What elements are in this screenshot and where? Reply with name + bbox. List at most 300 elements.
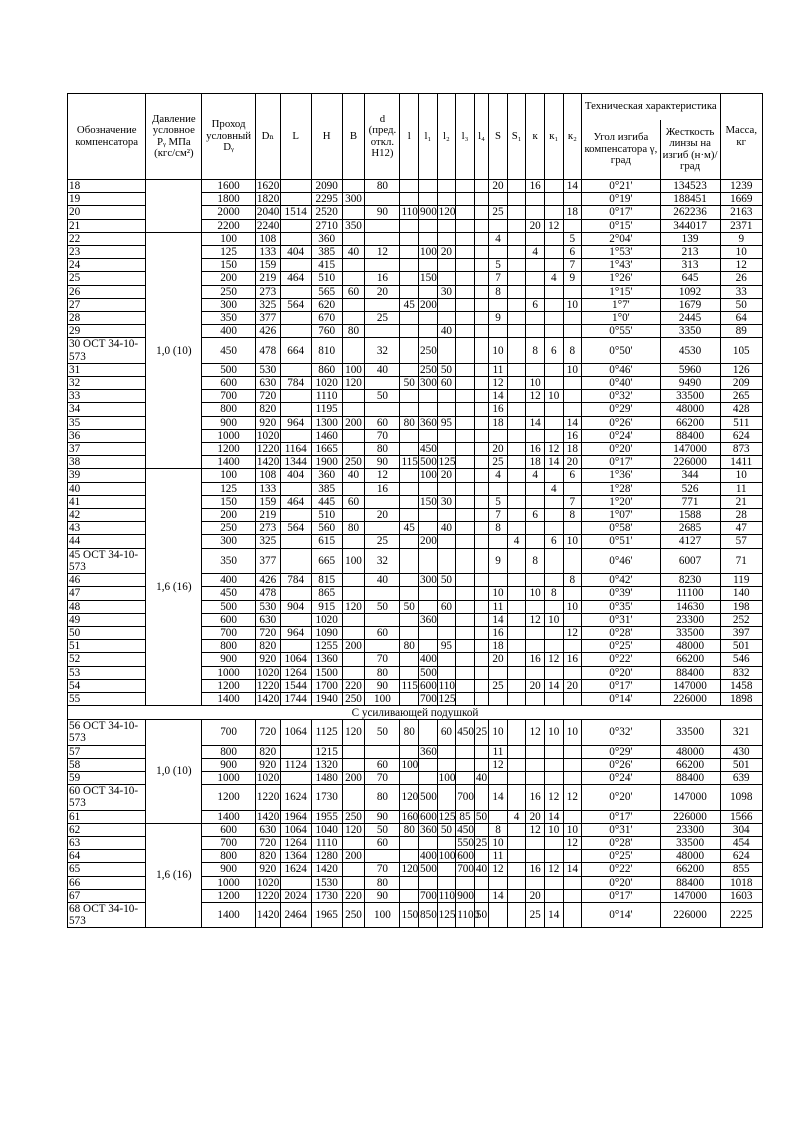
cell-dy: 600	[202, 613, 256, 626]
cell-l2: 40	[437, 325, 456, 338]
cell-l1: 500	[420, 863, 437, 876]
cell-l4	[474, 456, 488, 469]
cell-l3	[456, 193, 475, 206]
cell-l1: 500	[420, 456, 437, 469]
cell-S1	[507, 298, 526, 311]
cell-l	[400, 495, 419, 508]
cell-designation: 61	[68, 810, 146, 823]
cell-d: 70	[365, 771, 400, 784]
cell-k1	[544, 626, 563, 639]
cell-k	[526, 312, 545, 325]
cell-stiffness: 139	[660, 232, 720, 245]
cell-H: 1040	[311, 823, 342, 836]
cell-S: 14	[489, 613, 508, 626]
cell-k1: 4	[544, 482, 563, 495]
cell-S1	[507, 509, 526, 522]
cell-dn: 1020	[256, 876, 280, 889]
cell-L: 1624	[280, 863, 311, 876]
cell-H: 1110	[311, 836, 342, 849]
cell-dy: 250	[202, 285, 256, 298]
cell-l3	[456, 338, 475, 363]
cell-l3	[456, 416, 475, 429]
cell-H: 1020	[311, 613, 342, 626]
cell-dn: 920	[255, 758, 280, 771]
cell-d: 40	[365, 363, 400, 376]
cell-l4	[474, 325, 488, 338]
cell-l2	[437, 509, 456, 522]
cell-k	[526, 482, 545, 495]
cell-mass: 430	[720, 745, 763, 758]
cell-angle: 0°17'	[582, 889, 660, 902]
cell-k2	[563, 193, 582, 206]
cell-d: 60	[365, 836, 400, 849]
cell-l	[400, 429, 419, 442]
cell-d	[365, 613, 400, 626]
cell-angle: 0°31'	[582, 823, 660, 836]
cell-l4	[474, 613, 488, 626]
cell-d: 12	[365, 246, 400, 259]
cell-l2: 20	[437, 246, 456, 259]
cell-H: 360	[311, 469, 342, 482]
cell-L: 1064	[280, 720, 311, 745]
cell-angle: 1°53'	[582, 246, 660, 259]
cell-dn: 325	[255, 298, 280, 311]
cell-d: 40	[365, 574, 400, 587]
cell-d: 50	[365, 600, 400, 613]
cell-L	[280, 390, 311, 403]
cell-k2	[563, 285, 582, 298]
cell-k2	[563, 810, 582, 823]
cell-l3	[456, 469, 475, 482]
cell-B	[342, 653, 365, 666]
cell-dy: 900	[202, 758, 256, 771]
cell-stiffness: 88400	[660, 429, 720, 442]
cell-l4	[474, 653, 488, 666]
cell-dy: 300	[202, 298, 256, 311]
cell-S1	[507, 720, 526, 745]
cell-l2	[437, 403, 456, 416]
cell-k2: 18	[563, 443, 582, 456]
cell-mass: 2225	[720, 902, 763, 927]
cell-d: 90	[365, 810, 400, 823]
cell-k1	[544, 836, 563, 849]
header-S1: S₁	[507, 94, 526, 180]
cell-dn: 325	[255, 535, 280, 548]
cell-l3	[456, 692, 475, 705]
cell-l2: 50	[437, 823, 456, 836]
cell-k1: 4	[544, 272, 563, 285]
cell-d	[365, 232, 400, 245]
cell-k2	[563, 390, 582, 403]
cell-mass: 1603	[720, 889, 763, 902]
cell-k2	[563, 403, 582, 416]
cell-l1	[419, 285, 438, 298]
cell-S1	[507, 416, 526, 429]
cell-L: 784	[280, 574, 311, 587]
cell-l4: 50	[475, 810, 488, 823]
cell-l1: 700	[420, 692, 437, 705]
cell-dy: 150	[202, 495, 256, 508]
cell-B	[342, 785, 365, 810]
cell-d	[365, 495, 400, 508]
cell-k1: 8	[544, 587, 563, 600]
cell-k	[526, 522, 545, 535]
header-l1: l₁	[419, 94, 438, 180]
cell-dn: 720	[255, 626, 280, 639]
cell-designation: 45 ОСТ 34-10-573	[68, 548, 146, 573]
cell-H: 2090	[311, 180, 342, 193]
cell-angle: 0°24'	[582, 771, 660, 784]
cell-S1	[507, 443, 526, 456]
cell-H: 1280	[311, 850, 342, 863]
cell-l: 80	[400, 416, 419, 429]
cell-l	[400, 613, 419, 626]
cell-angle: 0°20'	[582, 666, 660, 679]
cell-stiffness: 66200	[660, 863, 720, 876]
cell-mass: 454	[720, 836, 763, 849]
cell-stiffness: 66200	[660, 416, 720, 429]
cell-stiffness: 33500	[660, 626, 720, 639]
cell-l	[400, 363, 419, 376]
cell-angle: 0°17'	[582, 206, 660, 219]
cell-l	[400, 850, 419, 863]
cell-d: 60	[365, 758, 400, 771]
cell-k2: 14	[563, 180, 582, 193]
cell-designation: 32	[68, 377, 146, 390]
cell-stiffness: 526	[660, 482, 720, 495]
cell-dn: 159	[255, 259, 280, 272]
cell-k1: 14	[544, 810, 563, 823]
cell-H: 415	[311, 259, 342, 272]
cell-H: 1110	[311, 390, 342, 403]
cell-dn: 159	[255, 495, 280, 508]
cell-l4	[474, 338, 488, 363]
cell-angle: 0°46'	[582, 548, 660, 573]
cell-l4	[474, 298, 488, 311]
cell-dn: 1420	[256, 810, 280, 823]
header-k2: к₂	[563, 94, 582, 180]
cell-designation: 60 ОСТ 34-10-573	[68, 785, 146, 810]
cell-designation: 31	[68, 363, 146, 376]
cell-k	[526, 745, 545, 758]
cell-l2	[437, 613, 456, 626]
cell-dy: 1800	[202, 193, 256, 206]
cell-l3	[456, 363, 475, 376]
cell-designation: 66	[68, 876, 146, 889]
cell-l1	[419, 509, 438, 522]
cell-l1: 100	[420, 246, 437, 259]
cell-B	[342, 206, 365, 219]
cell-S1	[507, 219, 526, 232]
cell-l: 160	[401, 810, 419, 823]
cell-k1: 10	[544, 720, 563, 745]
cell-l1: 400	[420, 653, 437, 666]
cell-angle: 0°14'	[582, 902, 660, 927]
cell-k	[526, 429, 545, 442]
cell-d	[365, 403, 400, 416]
cell-B: 350	[342, 219, 365, 232]
cell-mass: 89	[720, 325, 763, 338]
cell-l1: 360	[420, 745, 437, 758]
cell-dy: 450	[202, 338, 256, 363]
cell-k1	[544, 377, 563, 390]
cell-k2	[563, 325, 582, 338]
cell-dy: 800	[202, 403, 256, 416]
cell-k1	[544, 574, 563, 587]
cell-l: 100	[401, 758, 419, 771]
cell-dy: 2000	[202, 206, 256, 219]
cell-l2: 50	[437, 574, 456, 587]
cell-S: 14	[489, 889, 508, 902]
cell-S: 14	[489, 785, 508, 810]
cell-mass: 252	[720, 613, 763, 626]
cell-S1	[507, 863, 526, 876]
cell-d: 25	[365, 312, 400, 325]
cell-stiffness: 313	[660, 259, 720, 272]
cell-stiffness: 1092	[660, 285, 720, 298]
cell-B: 250	[342, 902, 365, 927]
cell-stiffness: 2445	[660, 312, 720, 325]
cell-S: 12	[489, 377, 508, 390]
cell-l4	[474, 363, 488, 376]
cell-mass: 1411	[720, 456, 763, 469]
cell-L	[280, 771, 311, 784]
cell-l	[400, 836, 419, 849]
cell-l2	[437, 482, 456, 495]
cell-l1	[419, 403, 438, 416]
header-tech: Техническая характеристика	[582, 94, 720, 121]
cell-S1	[507, 285, 526, 298]
cell-stiffness: 262236	[660, 206, 720, 219]
cell-B: 40	[342, 246, 365, 259]
cell-l1: 360	[420, 613, 437, 626]
cell-designation: 24	[68, 259, 146, 272]
cell-S: 5	[489, 259, 508, 272]
cell-l2	[437, 259, 456, 272]
cell-k: 4	[526, 469, 545, 482]
cell-dn: 630	[255, 613, 280, 626]
cell-l2: 125	[438, 810, 456, 823]
cell-L	[280, 745, 311, 758]
cell-l2	[437, 312, 456, 325]
cell-mass: 1669	[720, 193, 763, 206]
cell-l4	[474, 679, 488, 692]
cell-l1	[419, 219, 438, 232]
cell-l2	[437, 219, 456, 232]
header-l: l	[400, 94, 419, 180]
cell-mass: 624	[720, 429, 763, 442]
cell-d: 60	[365, 626, 400, 639]
cell-L	[280, 363, 311, 376]
cell-designation: 50	[68, 626, 146, 639]
cell-H: 1300	[311, 416, 342, 429]
cell-k: 16	[526, 653, 545, 666]
cell-designation: 25	[68, 272, 146, 285]
cell-S: 10	[489, 338, 508, 363]
cell-l3: 450	[457, 823, 474, 836]
cell-k1: 12	[544, 863, 563, 876]
cell-mass: 428	[720, 403, 763, 416]
cell-l: 45	[400, 522, 419, 535]
cell-k	[526, 692, 545, 705]
cell-d: 90	[365, 679, 400, 692]
cell-B	[342, 338, 365, 363]
cell-S	[489, 771, 508, 784]
cell-S: 16	[489, 403, 508, 416]
cell-dy: 1200	[202, 679, 256, 692]
cell-l4: 50	[474, 902, 488, 927]
cell-stiffness: 14630	[660, 600, 720, 613]
cell-B: 120	[342, 377, 365, 390]
cell-dy: 1400	[202, 456, 256, 469]
cell-l2	[437, 626, 456, 639]
cell-stiffness: 33500	[660, 390, 720, 403]
cell-L: 404	[280, 246, 311, 259]
cell-l2: 60	[437, 600, 456, 613]
cell-l1: 300	[420, 377, 437, 390]
cell-d: 16	[365, 272, 400, 285]
cell-dy: 1200	[202, 889, 256, 902]
cell-L: 664	[280, 338, 311, 363]
cell-k2: 6	[563, 246, 582, 259]
table-row	[68, 823, 763, 836]
cell-S1	[507, 548, 526, 573]
cell-k1: 10	[544, 823, 563, 836]
cell-angle: 0°46'	[582, 363, 660, 376]
cell-angle: 0°22'	[582, 863, 660, 876]
cell-k1: 10	[544, 613, 563, 626]
cell-stiffness: 2685	[660, 522, 720, 535]
cell-designation: 51	[68, 640, 146, 653]
cell-d	[365, 377, 400, 390]
cell-L	[280, 180, 311, 193]
cell-l1: 600	[420, 679, 437, 692]
cell-H: 565	[311, 285, 342, 298]
cell-l2	[437, 745, 456, 758]
cell-l3	[456, 640, 475, 653]
cell-k: 20	[526, 219, 545, 232]
cell-l3: 600	[457, 850, 474, 863]
cell-dn: 920	[255, 863, 280, 876]
header-k: к	[526, 94, 545, 180]
cell-l4	[474, 758, 488, 771]
cell-l3: 1100	[456, 902, 475, 927]
cell-stiffness: 147000	[660, 785, 720, 810]
cell-mass: 64	[720, 312, 763, 325]
cell-pressure: 1,6 (16)	[146, 469, 202, 706]
cell-k1	[544, 325, 563, 338]
cell-l1: 250	[420, 363, 437, 376]
cell-mass: 2371	[720, 219, 763, 232]
cell-dy: 800	[202, 850, 256, 863]
cell-mass: 50	[720, 298, 763, 311]
cell-designation: 41	[68, 495, 146, 508]
cell-k1: 14	[544, 679, 563, 692]
cell-S1	[507, 626, 526, 639]
header-L: L	[280, 94, 311, 180]
cell-k1: 14	[544, 902, 563, 927]
cell-stiffness: 645	[660, 272, 720, 285]
cell-dy: 400	[202, 325, 256, 338]
cell-angle: 0°29'	[582, 403, 660, 416]
cell-S	[489, 246, 508, 259]
cell-d: 70	[365, 863, 400, 876]
cell-S1	[507, 758, 526, 771]
cell-l2: 125	[437, 902, 456, 927]
cell-l	[400, 390, 419, 403]
header-S: S	[489, 94, 508, 180]
cell-l4	[474, 587, 488, 600]
cell-k2	[563, 850, 582, 863]
cell-angle: 0°35'	[582, 600, 660, 613]
cell-L: 1264	[280, 666, 311, 679]
cell-mass: 71	[720, 548, 763, 573]
cell-l2: 50	[437, 363, 456, 376]
cell-l1: 500	[420, 666, 437, 679]
cell-angle: 0°51'	[582, 535, 660, 548]
cell-k1: 14	[544, 456, 563, 469]
cell-S	[489, 298, 508, 311]
cell-dy: 1200	[202, 785, 256, 810]
cell-designation: 18	[68, 180, 146, 193]
cell-l4	[474, 259, 488, 272]
cell-l	[400, 246, 419, 259]
cell-H: 1665	[311, 443, 342, 456]
cell-k	[526, 771, 545, 784]
cell-angle: 0°28'	[582, 626, 660, 639]
cell-L: 1544	[280, 679, 311, 692]
cell-l2	[437, 272, 456, 285]
cell-k: 4	[526, 246, 545, 259]
cell-dy: 900	[202, 863, 256, 876]
cell-dy: 300	[202, 535, 256, 548]
cell-dn: 1420	[255, 902, 280, 927]
cell-dn: 630	[255, 377, 280, 390]
cell-k: 8	[526, 548, 545, 573]
cell-mass: 11	[720, 482, 763, 495]
cell-l3: 700	[457, 863, 474, 876]
header-d: d (пред. откл. H12)	[365, 94, 400, 180]
cell-mass: 1566	[720, 810, 763, 823]
cell-k: 10	[526, 377, 545, 390]
cell-B	[342, 482, 365, 495]
cell-S: 18	[489, 640, 508, 653]
cell-S1	[507, 653, 526, 666]
cell-H: 1730	[311, 889, 342, 902]
cell-B	[342, 574, 365, 587]
cell-designation: 20	[68, 206, 146, 219]
cell-l1: 300	[420, 574, 437, 587]
cell-k1	[544, 312, 563, 325]
cell-S	[489, 193, 508, 206]
cell-L	[280, 429, 311, 442]
cell-dy: 500	[202, 363, 256, 376]
cell-l	[400, 325, 419, 338]
cell-mass: 397	[720, 626, 763, 639]
cell-S	[489, 876, 508, 889]
cell-l: 80	[400, 720, 419, 745]
cell-l1	[419, 548, 438, 573]
cell-B	[342, 232, 365, 245]
cell-S1	[507, 613, 526, 626]
table-row	[68, 469, 763, 482]
cell-stiffness: 771	[660, 495, 720, 508]
cell-B	[342, 758, 365, 771]
cell-l1	[419, 522, 438, 535]
cell-S1	[507, 325, 526, 338]
cell-l	[400, 666, 419, 679]
cell-L	[280, 509, 311, 522]
